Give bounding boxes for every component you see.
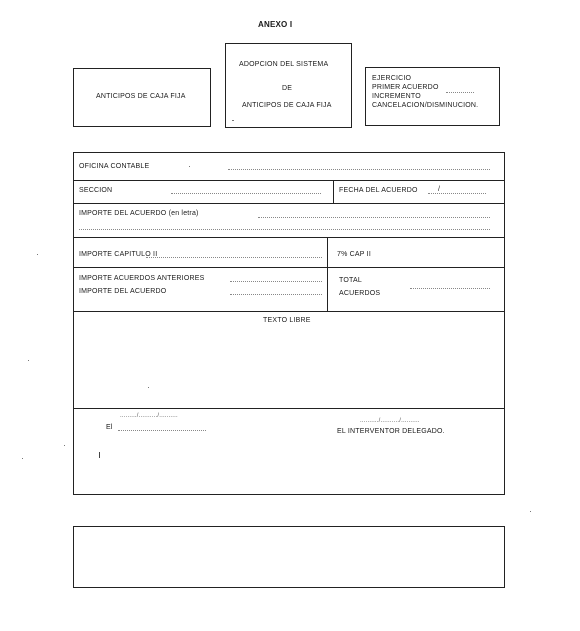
total-acuerdos-field[interactable] [410, 288, 490, 289]
page-title: ANEXO I [258, 20, 293, 29]
seccion-field[interactable] [171, 193, 321, 194]
header-box-adopcion-line3: ANTICIPOS DE CAJA FIJA [242, 102, 332, 109]
form-divider [73, 237, 505, 238]
primer-acuerdo-fill-line [446, 92, 474, 93]
form-divider [73, 267, 505, 268]
header-box-tipo-item: EJERCICIO [372, 75, 412, 82]
fecha-acuerdo-field[interactable] [428, 193, 486, 194]
header-box-anticipos-label: ANTICIPOS DE CAJA FIJA [96, 93, 186, 100]
importe-acuerdos-anteriores-field[interactable] [230, 281, 322, 282]
header-box-tipo-item: CANCELACION/DISMINUCION. [372, 102, 479, 109]
form-divider [73, 408, 505, 409]
form-divider-vertical [333, 180, 334, 203]
importe-acuerdo-letra-label: IMPORTE DEL ACUERDO (en letra) [79, 210, 199, 217]
fecha-acuerdo-label: FECHA DEL ACUERDO [339, 187, 418, 194]
importe-capitulo-label: IMPORTE CAPITULO II [79, 251, 158, 258]
scan-speck [37, 254, 38, 255]
oficina-contable-label: OFICINA CONTABLE [79, 163, 150, 170]
scan-speck [530, 511, 531, 512]
scan-speck [64, 445, 65, 446]
pct-cap-label: 7% CAP II [337, 251, 371, 258]
acuerdos-label: ACUERDOS [339, 290, 381, 297]
importe-del-acuerdo-label: IMPORTE DEL ACUERDO [79, 288, 167, 295]
scan-speck [232, 120, 234, 121]
sign-left-place-field[interactable] [118, 430, 206, 431]
scan-speck [148, 387, 149, 388]
header-box-adopcion-line2: DE [282, 85, 293, 92]
bottom-box [73, 526, 505, 588]
sign-right-label: EL INTERVENTOR DELEGADO. [337, 428, 445, 435]
texto-libre-area[interactable] [74, 327, 504, 407]
oficina-contable-field[interactable] [228, 169, 490, 170]
scan-speck [22, 458, 23, 459]
header-box-adopcion [225, 43, 352, 128]
sign-left-prefix: El [106, 424, 113, 431]
form-divider [73, 180, 505, 181]
importe-acuerdo-letra-field-2[interactable] [79, 229, 490, 230]
texto-libre-label: TEXTO LIBRE [263, 317, 311, 324]
seccion-label: SECCION [79, 187, 113, 194]
sign-left-date: ........./........../.......... [120, 413, 178, 419]
total-label: TOTAL [339, 277, 362, 284]
scan-speck [189, 166, 190, 167]
importe-acuerdos-anteriores-label: IMPORTE ACUERDOS ANTERIORES [79, 275, 205, 282]
fecha-acuerdo-separator: / [438, 186, 441, 193]
form-divider-vertical [327, 237, 328, 311]
scan-speck [28, 360, 29, 361]
scan-speck [99, 452, 100, 458]
header-box-adopcion-line1: ADOPCION DEL SISTEMA [239, 61, 329, 68]
sign-right-date: ........../........../.......... [360, 418, 420, 424]
header-box-tipo [365, 67, 500, 126]
form-divider [73, 311, 505, 312]
importe-capitulo-field[interactable] [146, 257, 322, 258]
header-box-tipo-item: PRIMER ACUERDO [372, 84, 439, 91]
form-divider [73, 203, 505, 204]
importe-acuerdo-letra-field[interactable] [258, 217, 490, 218]
importe-del-acuerdo-field[interactable] [230, 294, 322, 295]
header-box-anticipos [73, 68, 211, 127]
header-box-tipo-item: INCREMENTO [372, 93, 421, 100]
